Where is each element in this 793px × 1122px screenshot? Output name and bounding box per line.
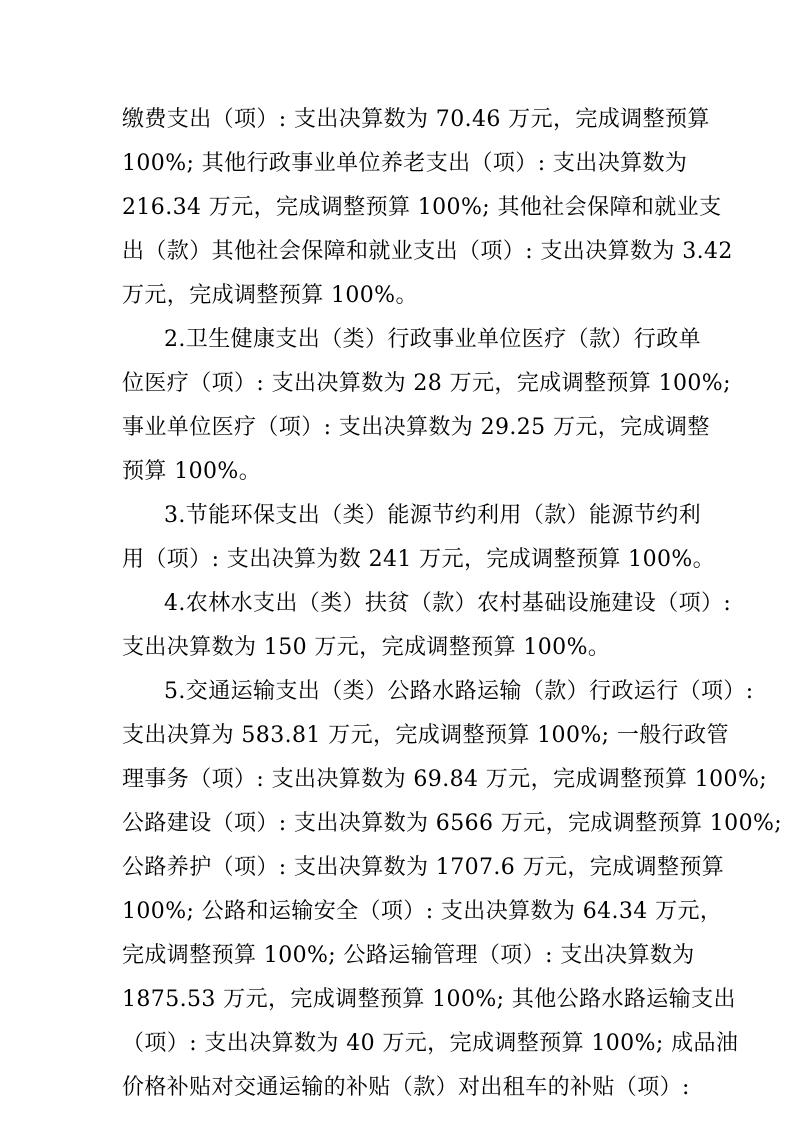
text-line: 缴费支出（项）: 支出决算数为 70.46 万元，完成调整预算 — [122, 107, 710, 132]
paragraph-heading-3: 3.节能环保支出（类）能源节约利用（款）能源节约利 — [164, 503, 701, 528]
text-line: 价格补贴对交通运输的补贴（款）对出租车的补贴（项）: — [122, 1075, 690, 1100]
text-line: 支出决算为 583.81 万元，完成调整预算 100%; 一般行政管 — [122, 723, 729, 748]
text-line: 公路养护（项）: 支出决算数为 1707.6 万元，完成调整预算 — [122, 855, 725, 880]
text-line: 位医疗（项）: 支出决算数为 28 万元，完成调整预算 100%; — [122, 371, 731, 396]
text-line: 理事务（项）: 支出决算数为 69.84 万元，完成调整预算 100%; — [122, 767, 768, 792]
text-line: 事业单位医疗（项）: 支出决算数为 29.25 万元，完成调整 — [122, 415, 710, 440]
text-line: 100%; 公路和运输安全（项）: 支出决算数为 64.34 万元， — [122, 899, 723, 924]
paragraph-heading-5: 5.交通运输支出（类）公路水路运输（款）行政运行（项）: — [164, 679, 754, 704]
text-line: 出（款）其他社会保障和就业支出（项）: 支出决算数为 3.42 — [122, 239, 733, 264]
paragraph-heading-4: 4.农林水支出（类）扶贫（款）农村基础设施建设（项）: — [164, 591, 732, 616]
text-line: 预算 100%。 — [122, 459, 262, 484]
text-line: 216.34 万元，完成调整预算 100%; 其他社会保障和就业支 — [122, 195, 722, 220]
text-line: 1875.53 万元，完成调整预算 100%; 其他公路水路运输支出 — [122, 987, 736, 1012]
paragraph-heading-2: 2.卫生健康支出（类）行政事业单位医疗（款）行政单 — [164, 327, 701, 352]
text-line: （项）: 支出决算数为 40 万元，完成调整预算 100%; 成品油 — [122, 1031, 739, 1056]
text-line: 完成调整预算 100%; 公路运输管理（项）: 支出决算数为 — [122, 943, 695, 968]
text-line: 公路建设（项）: 支出决算数为 6566 万元，完成调整预算 100%; — [122, 811, 783, 836]
text-line: 100%; 其他行政事业单位养老支出（项）: 支出决算数为 — [122, 151, 688, 176]
text-line: 用（项）: 支出决算为数 241 万元，完成调整预算 100%。 — [122, 547, 716, 572]
text-line: 万元，完成调整预算 100%。 — [122, 283, 418, 308]
text-line: 支出决算数为 150 万元，完成调整预算 100%。 — [122, 635, 611, 660]
